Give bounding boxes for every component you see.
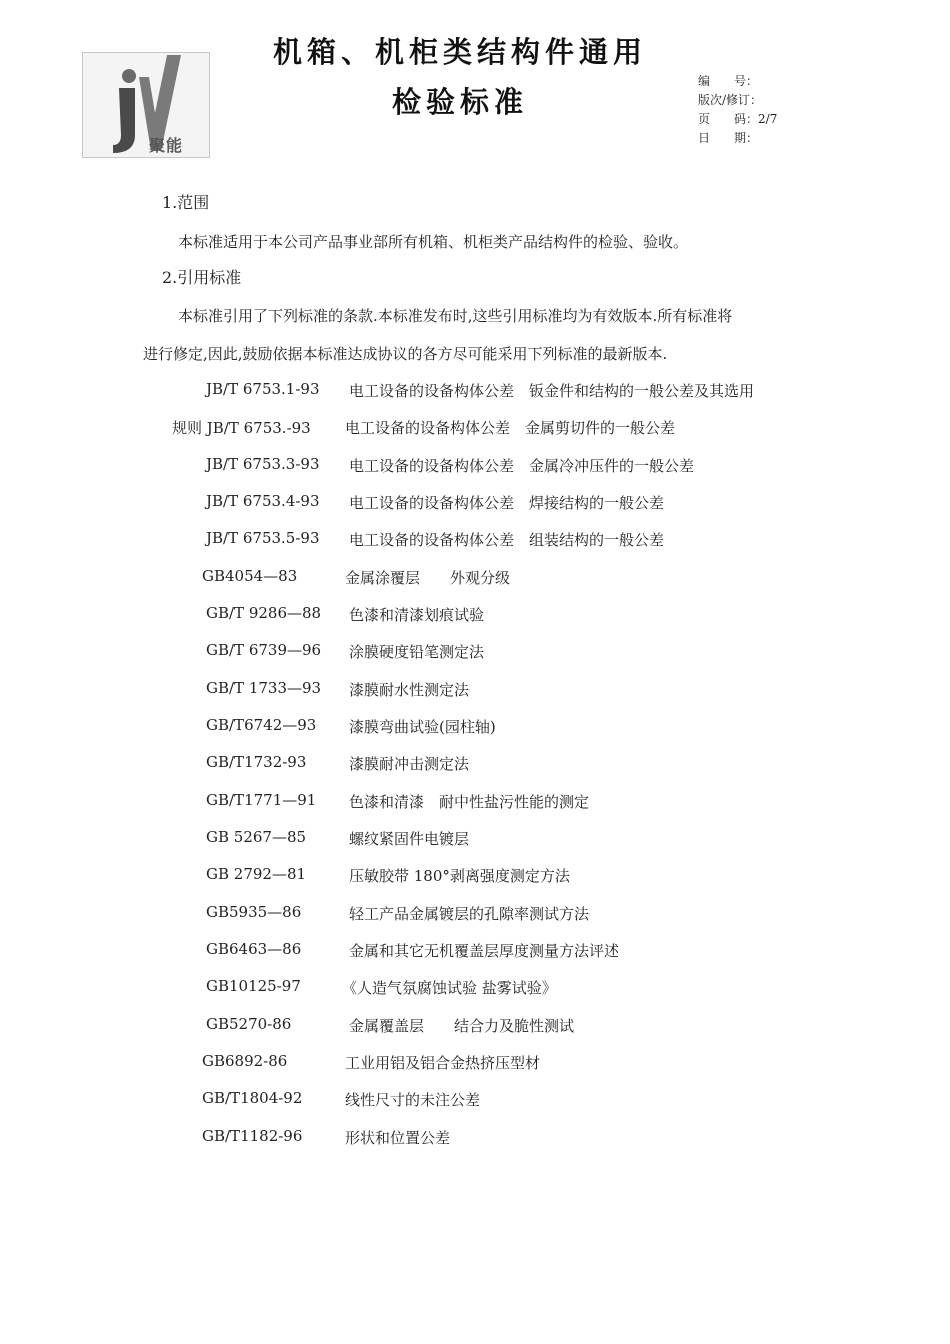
reference-title: 金属和其它无机覆盖层厚度测量方法评述	[349, 942, 620, 960]
reference-code: GB/T1732-93	[206, 753, 307, 771]
reference-code: GB 2792—81	[206, 865, 307, 883]
meta-date	[698, 129, 777, 148]
reference-title: 漆膜耐冲击测定法	[349, 755, 470, 773]
reference-title: 金属覆盖层 结合力及脆性测试	[349, 1017, 575, 1035]
meta-number	[698, 72, 777, 91]
document-title-line2: 检验标准	[391, 85, 528, 119]
reference-code: GB 5267—85	[206, 828, 307, 846]
reference-code: GB/T1182-96	[202, 1127, 303, 1145]
meta-revision	[698, 91, 777, 110]
reference-code: GB/T 6739—96	[206, 641, 322, 659]
reference-title: 涂膜硬度铅笔测定法	[349, 643, 485, 661]
reference-code: GB/T1804-92	[202, 1089, 303, 1107]
reference-code: GB6463—86	[206, 940, 302, 958]
reference-code: GB5935—86	[206, 903, 302, 921]
reference-title: 电工设备的设备构体公差 组装结构的一般公差	[349, 531, 665, 549]
reference-title: 工业用铝及铝合金热挤压型材	[345, 1054, 541, 1072]
reference-code: GB/T 1733—93	[206, 679, 322, 697]
reference-code: JB/T 6753.5-93	[206, 529, 320, 547]
reference-title: 螺纹紧固件电镀层	[349, 830, 470, 848]
document-meta	[698, 72, 777, 148]
logo-text: 聚能	[149, 136, 184, 155]
reference-title: 电工设备的设备构体公差 钣金件和结构的一般公差及其选用	[349, 382, 755, 400]
meta-label: 编 号：	[698, 74, 759, 88]
section-heading-scope: 1.范围	[162, 193, 210, 212]
reference-code: GB/T 9286—88	[206, 604, 322, 622]
reference-code: GB10125-97	[206, 977, 301, 995]
section-heading-references: 2.引用标准	[162, 268, 242, 287]
reference-title: 漆膜弯曲试验(园柱轴)	[349, 718, 496, 736]
reference-title: 形状和位置公差	[345, 1129, 451, 1147]
reference-code: 规则 JB/T 6753.-93	[172, 419, 311, 437]
reference-title: 金属涂覆层 外观分级	[345, 569, 511, 587]
scope-paragraph: 本标准适用于本公司产品事业部所有机箱、机柜类产品结构件的检验、验收。	[178, 233, 689, 251]
reference-title: 线性尺寸的未注公差	[345, 1091, 481, 1109]
reference-code: GB6892-86	[202, 1052, 288, 1070]
reference-code: JB/T 6753.1-93	[206, 380, 320, 398]
reference-title: 电工设备的设备构体公差 金属冷冲压件的一般公差	[349, 457, 695, 475]
reference-code: JB/T 6753.3-93	[206, 455, 320, 473]
references-intro-line2: 进行修定,因此,鼓励依据本标准达成协议的各方尽可能采用下列标准的最新版本.	[143, 345, 668, 363]
reference-title: 轻工产品金属镀层的孔隙率测试方法	[349, 905, 590, 923]
reference-code: JB/T 6753.4-93	[206, 492, 320, 510]
reference-title: 压敏胶带 180°剥离强度测定方法	[349, 867, 570, 885]
company-logo	[82, 52, 210, 158]
meta-label: 日 期：	[698, 131, 759, 145]
document-title-line1: 机箱、机柜类结构件通用	[272, 35, 647, 69]
reference-title: 《人造气氛腐蚀试验 盐雾试验》	[342, 979, 557, 997]
reference-title: 色漆和清漆 耐中性盐污性能的测定	[349, 793, 590, 811]
reference-title: 漆膜耐水性测定法	[349, 681, 470, 699]
meta-value: 2/7	[758, 112, 778, 126]
reference-code: GB4054—83	[202, 567, 298, 585]
reference-title: 色漆和清漆划痕试验	[349, 606, 485, 624]
reference-title: 电工设备的设备构体公差 焊接结构的一般公差	[349, 494, 665, 512]
references-intro-line1: 本标准引用了下列标准的条款.本标准发布时,这些引用标准均为有效版本.所有标准将	[178, 307, 733, 325]
reference-title: 电工设备的设备构体公差 金属剪切件的一般公差	[345, 419, 676, 437]
meta-page	[698, 110, 777, 129]
meta-label: 版次/修订：	[698, 93, 763, 107]
meta-label: 页 码：	[698, 112, 759, 126]
reference-code: GB/T6742—93	[206, 716, 317, 734]
reference-code: GB/T1771—91	[206, 791, 317, 809]
reference-code: GB5270-86	[206, 1015, 292, 1033]
